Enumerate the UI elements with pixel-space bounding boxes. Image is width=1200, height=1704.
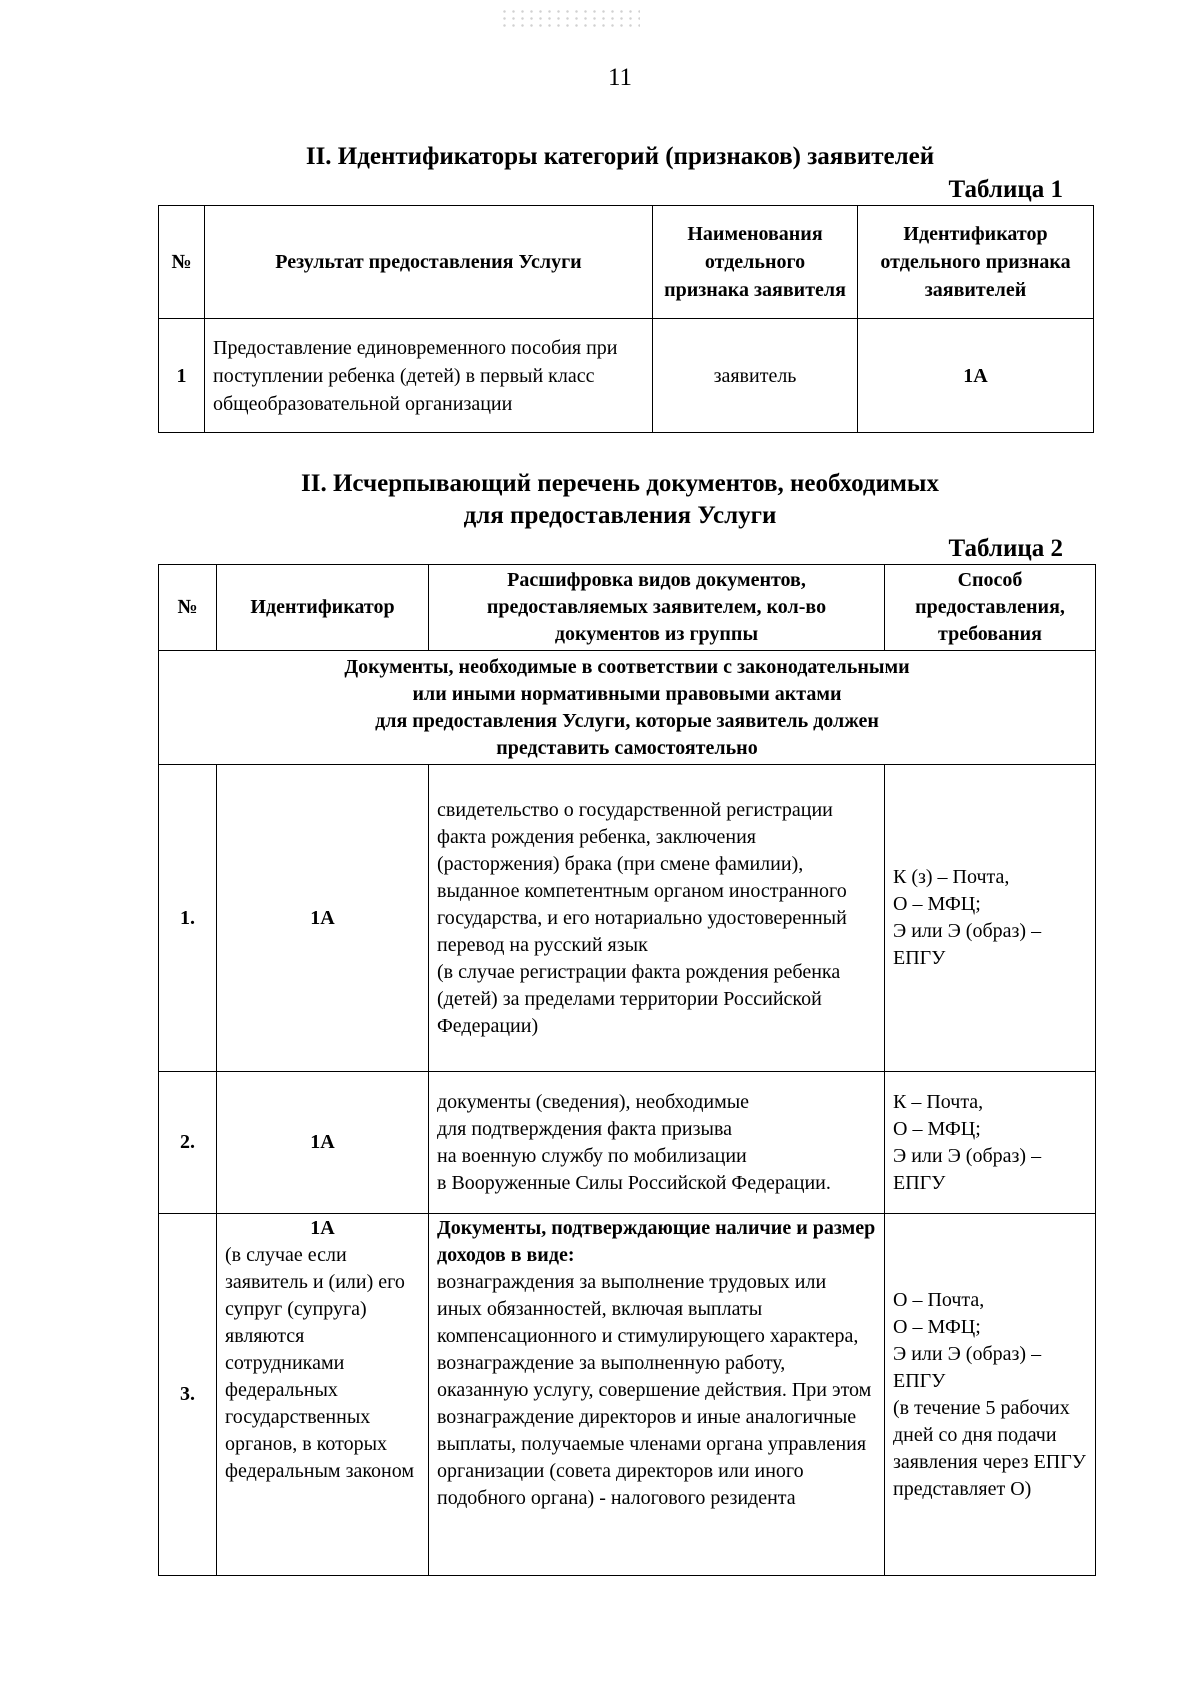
table2-row3-doc-heading: Документы, подтверждающие наличие и размер доходов в виде:	[437, 1217, 876, 1266]
table1-header-id: Идентификатор отдельного признака заявителей	[858, 206, 1094, 319]
table-row	[159, 319, 1094, 433]
table2-caption: Таблица 2	[948, 535, 1063, 562]
table2-row3-id-cell	[217, 1214, 429, 1576]
page-number: 11	[607, 64, 633, 91]
table1-header-result: Результат предоставления Услуги	[205, 206, 653, 319]
section2-title-line2: для предоставления Услуги	[463, 502, 777, 529]
scan-speckle	[500, 8, 640, 30]
table2-header-method: Способ предоставления, требования	[885, 565, 1096, 651]
table1-caption: Таблица 1	[948, 176, 1063, 203]
table1-cell-feature: заявитель	[653, 319, 858, 433]
table-row	[159, 1072, 1096, 1214]
table1-cell-result: Предоставление единовременного пособия при поступлении ребенка (детей) в первый класс общеобразовательной организации	[205, 319, 653, 433]
section2-title-line1: II. Исчерпывающий перечень документов, необходимых	[301, 470, 939, 497]
table2-header-docs: Расшифровка видов документов, предоставляемых заявителем, кол-во документов из группы	[429, 565, 885, 651]
table2-header-id: Идентификатор	[217, 565, 429, 651]
section1-title: II. Идентификаторы категорий (признаков) заявителей	[305, 143, 935, 170]
table1-cell-num: 1	[159, 319, 205, 433]
table1-header-row	[159, 206, 1094, 319]
table1-header-num: №	[159, 206, 205, 319]
table2-row3-doc-cell	[429, 1214, 885, 1576]
table2-row1-num: 1.	[159, 765, 217, 1072]
table2-row1-method: К (з) – Почта, О – МФЦ; Э или Э (образ) – ЕПГУ	[885, 765, 1096, 1072]
table2-row3-id-note: (в случае если заявитель и (или) его супруг (супруга) являются сотрудниками федеральных государственных органов, в которых федеральным законом	[225, 1244, 415, 1482]
table2-row1-doc: свидетельство о государственной регистрации факта рождения ребенка, заключения (расторжения) брака (при смене фамилии), выданное компетентным органом иностранного государства, и его нотариально удостоверенный перевод на русский язык (в случае регистрации факта рождения ребенка (детей) за пределами территории Российской Федерации)	[429, 765, 885, 1072]
table-row	[159, 1214, 1096, 1576]
table2-row2-doc: документы (сведения), необходимые для подтверждения факта призыва на военную службу по мобилизации в Вооруженные Силы Российской Федерации.	[429, 1072, 885, 1214]
table2-row2-method: К – Почта, О – МФЦ; Э или Э (образ) – ЕПГУ	[885, 1072, 1096, 1214]
table-1	[158, 205, 1094, 433]
table2-row3-num: 3.	[159, 1214, 217, 1576]
table2-header-row	[159, 565, 1096, 651]
table2-row2-num: 2.	[159, 1072, 217, 1214]
table2-row3-doc: вознаграждения за выполнение трудовых или иных обязанностей, включая выплаты компенсационного и стимулирующего характера, вознаграждение за выполненную работу, оказанную услугу, совершение действия. При этом вознаграждение директоров и иные аналогичные выплаты, получаемые членами органа управления организации (совета директоров или иного подобного органа) - налогового резидента	[437, 1271, 872, 1509]
table1-header-feature: Наименования отдельного признака заявителя	[653, 206, 858, 319]
table2-header-num: №	[159, 565, 217, 651]
table-2	[158, 564, 1096, 1576]
table2-group-header: Документы, необходимые в соответствии с законодательными или иными нормативными правовыми актами для предоставления Услуги, которые заявитель должен представить самостоятельно	[159, 651, 1096, 765]
table2-row3-method: О – Почта, О – МФЦ; Э или Э (образ) – ЕПГУ (в течение 5 рабочих дней со дня подачи заявления через ЕПГУ представляет О)	[885, 1214, 1096, 1576]
table-row	[159, 765, 1096, 1072]
table2-row3-id: 1А	[310, 1217, 335, 1239]
table1-cell-id: 1А	[858, 319, 1094, 433]
table2-row2-id: 1А	[217, 1072, 429, 1214]
table2-row1-id: 1А	[217, 765, 429, 1072]
table2-group-row	[159, 651, 1096, 765]
